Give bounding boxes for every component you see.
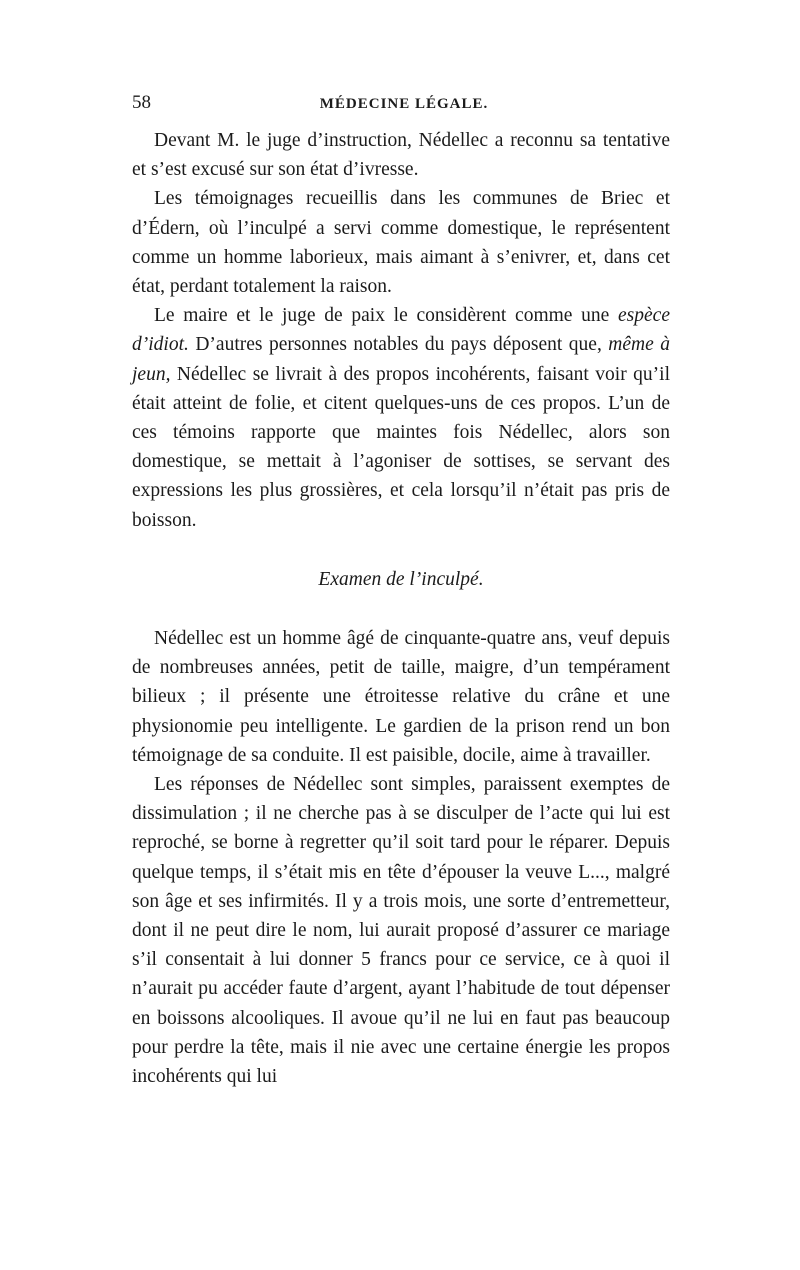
italic-phrase: même à jeun, (132, 334, 670, 385)
italic-phrase: espèce d’idiot. (132, 305, 670, 356)
paragraph-testimonies: Les témoignages recueillis dans les communes de Briec et d’Édern, où l’inculpé a servi comme domestique, le représentent comme un homme laborieux, mais aimant à s’enivrer, et, dans cet état, perdant totalement la raison. (132, 188, 670, 298)
paragraph-instruction: Devant M. le juge d’instruction, Nédellec a reconnu sa tentative et s’est excusé sur son état d’ivresse. (132, 130, 670, 181)
paragraph-examination: Nédellec est un homme âgé de cinquante-quatre ans, veuf depuis de nombreuses années, petit de taille, maigre, d’un tempérament bilieux ; il présente une étroitesse relative du crâne et une physionomie peu intelligente. Le gardien de la prison rend un bon témoignage de sa conduite. Il est paisible, docile, aime à travailler. (132, 628, 670, 766)
paragraph-mayor-judge (132, 301, 670, 535)
paragraph-responses: Les réponses de Nédellec sont simples, paraissent exemptes de dissimulation ; il ne cherche pas à se disculper de l’acte qui lui est reproché, se borne à regretter qu’il soit tard pour le réparer. Depuis quelque temps, il s’était mis en tête d’épouser la veuve L..., malgré son âge et ses infirmités. Il y a trois mois, une sorte d’entremetteur, dont il ne peut dire le nom, lui aurait proposé d’assurer ce mariage s’il consentait à lui donner 5 francs pour ce service, ce à quoi il n’aurait pu accéder faute d’argent, ayant l’habitude de tout dépenser en boissons alcooliques. Il avoue qu’il ne lui en faut pas beaucoup pour perdre la tête, mais il nie avec une certaine énergie les propos incohérents qui lui (132, 774, 670, 1088)
text-run: Nédellec se livrait à des propos incohérents, faisant voir qu’il était atteint de folie, et citent quelques-uns de ces propos. L’un de ces témoins rapporte que maintes fois Nédellec, alors son domestique, se mettait à l’agoniser de sottises, se servant des expressions les plus grossières, et cela lorsqu’il n’était pas pris de boisson. (132, 363, 670, 531)
section-heading: Examen de l’inculpé. (318, 568, 484, 590)
running-head: 58 MÉDECINE LÉGALE. (132, 88, 670, 118)
book-page (132, 88, 670, 1091)
running-title: MÉDECINE LÉGALE. (319, 96, 489, 112)
text-run: Le maire et le juge de paix le considèrent comme une (154, 305, 619, 327)
text-run: D’autres personnes notables du pays déposent que, (188, 334, 609, 356)
